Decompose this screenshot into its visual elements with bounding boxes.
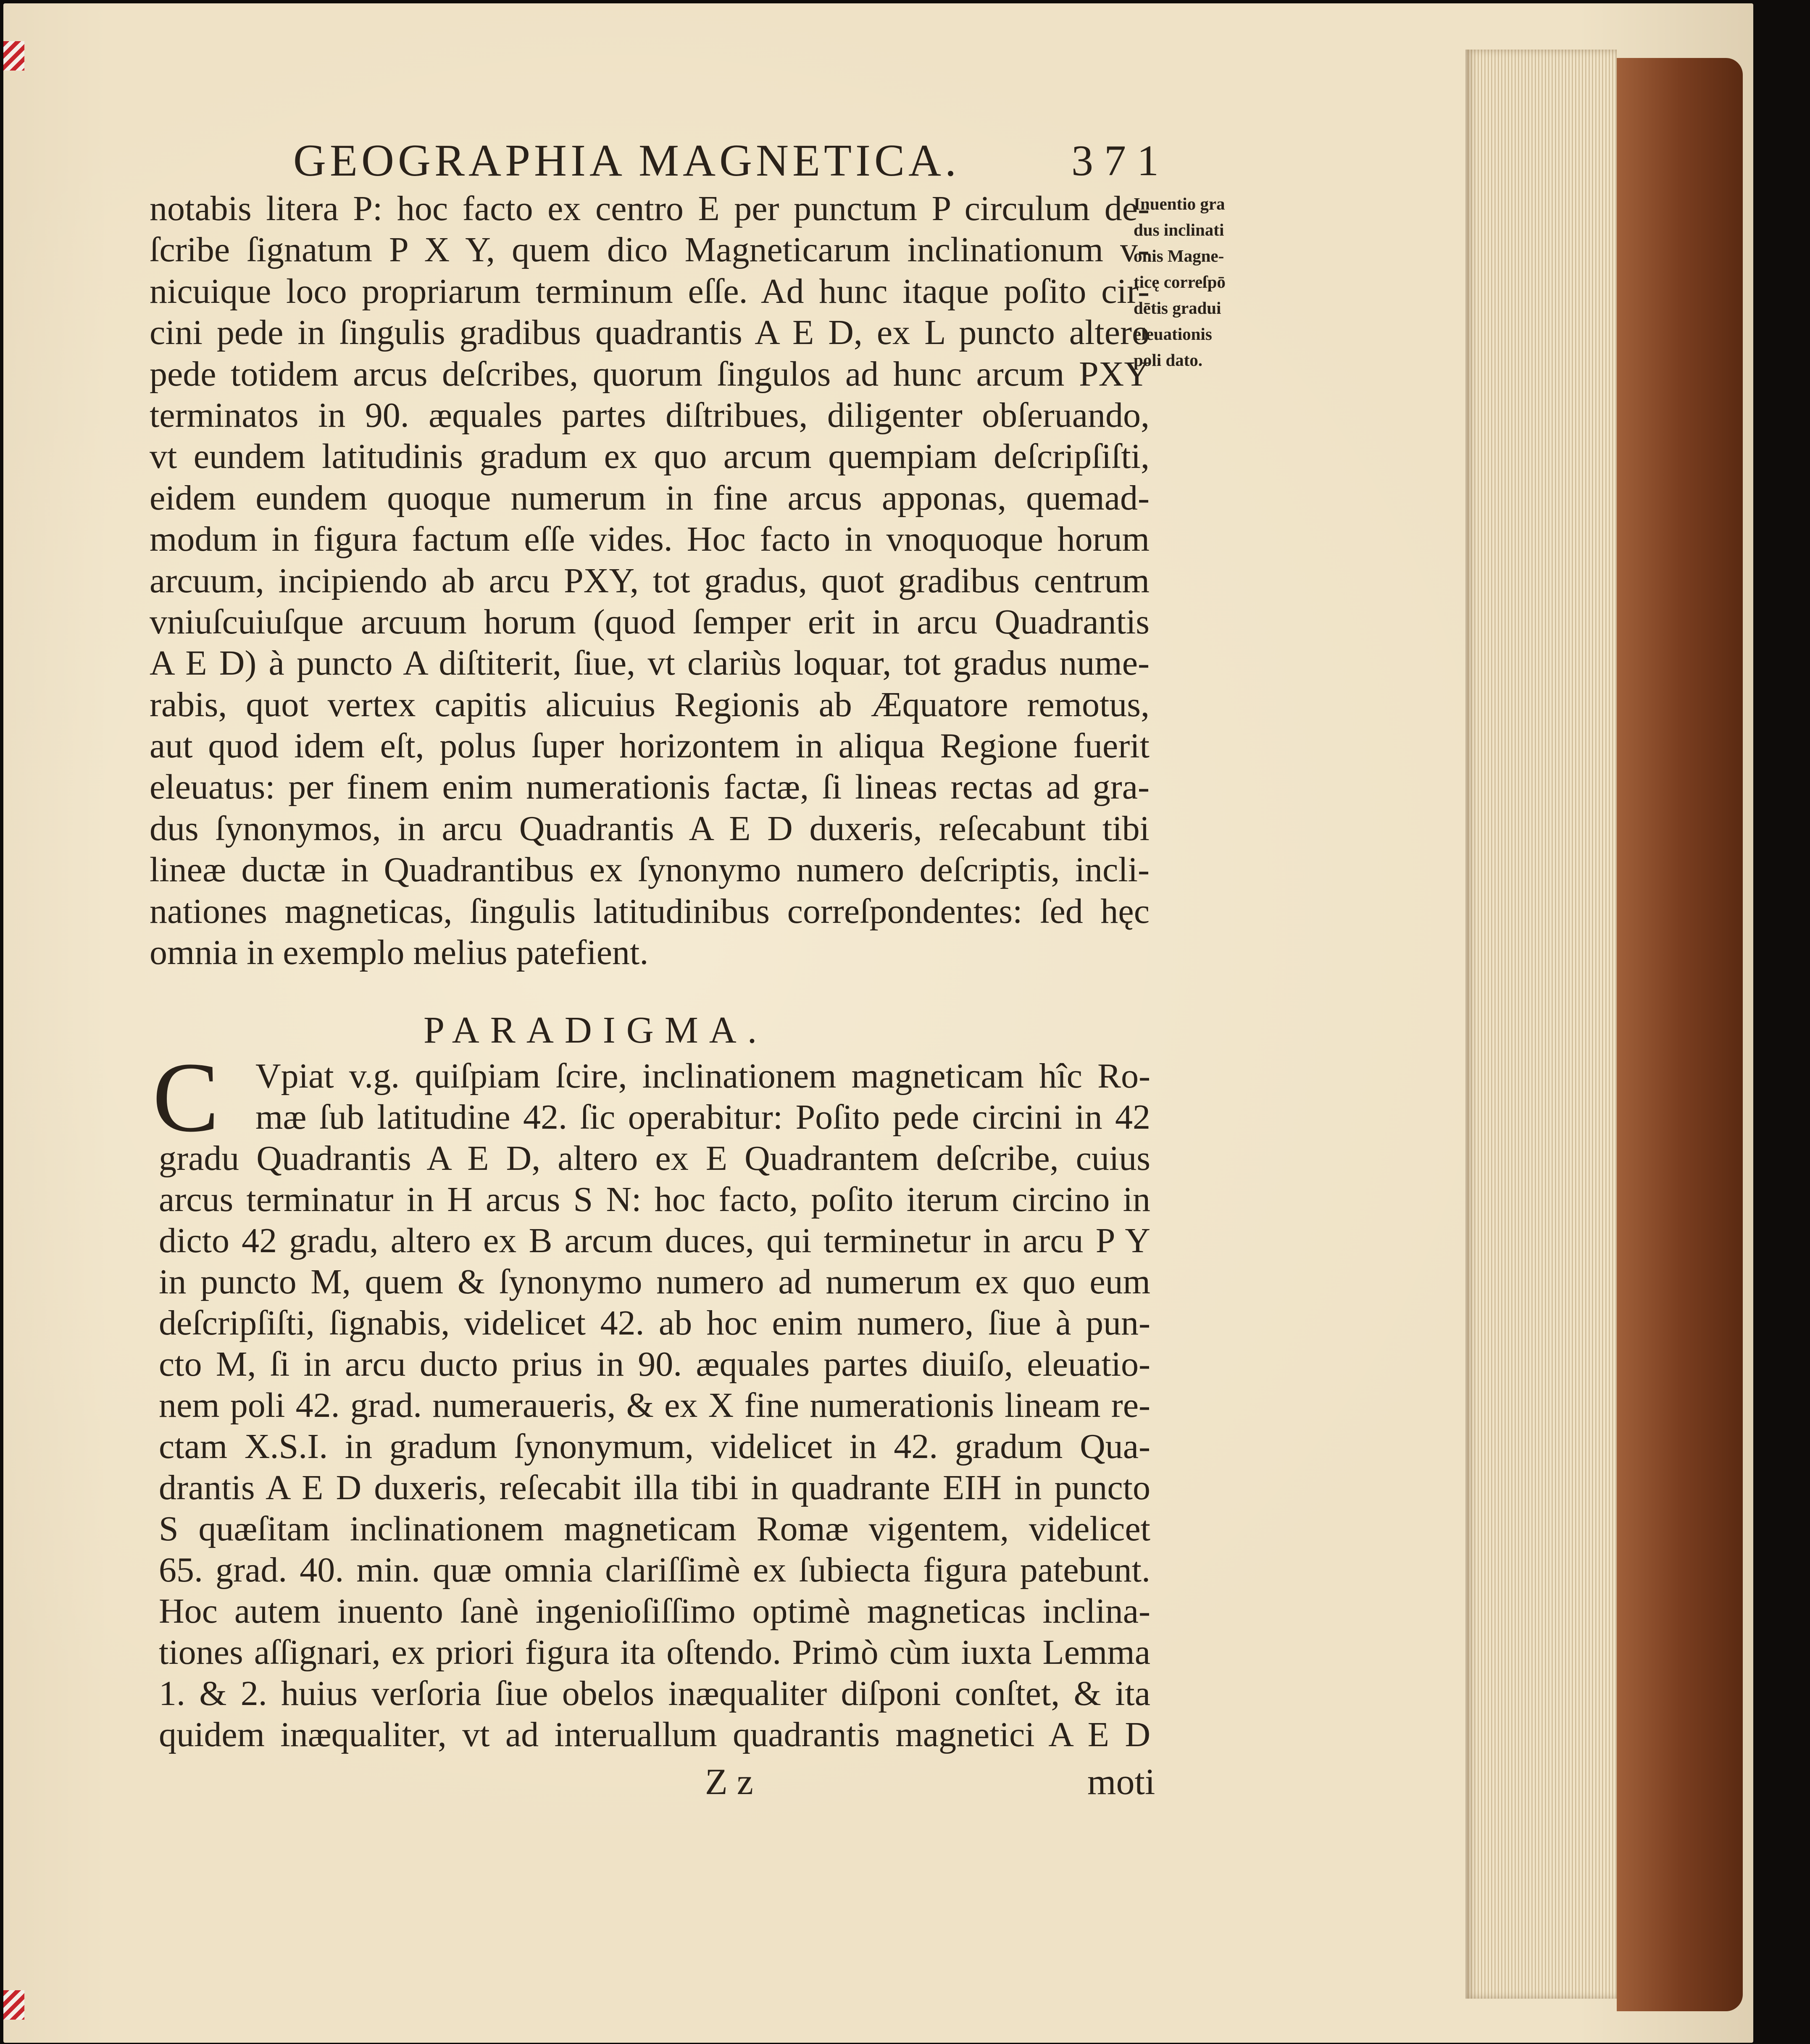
- signature-mark: Z z: [705, 1762, 753, 1802]
- drop-cap: C: [153, 1042, 219, 1153]
- book-page: [3, 3, 1753, 2043]
- text-line: cini pede in ſingulis gradibus quadrantis A E D, ex L puncto altero: [150, 313, 1150, 352]
- text-line: cto M, ſi in arcu ducto prius in 90. æquales partes diuiſo, eleuatio-: [159, 1345, 1150, 1384]
- body-text: [150, 188, 1150, 973]
- text-line: rabis, quot vertex capitis alicuius Regionis ab Æquatore remotus,: [150, 685, 1150, 724]
- text-line: eidem eundem quoque numerum in fine arcus apponas, quemad-: [150, 478, 1150, 518]
- text-line: vniuſcuiuſque arcuum horum (quod ſemper erit in arcu Quadrantis: [150, 602, 1150, 641]
- text-line: ſcribe ſignatum P X Y, quem dico Magneticarum inclinationum v-: [150, 230, 1150, 270]
- text-line: A E D) à puncto A diſtiterit, ſiue, vt clariùs loquar, tot gradus nume-: [150, 644, 1150, 683]
- section-heading: PARADIGMA.: [424, 1009, 768, 1051]
- text-line: Hoc autem inuento ſanè ingenioſiſſimo optimè magneticas inclina-: [159, 1592, 1150, 1631]
- binding-tab: [3, 1990, 24, 2020]
- text-line: aut quod idem eſt, polus ſuper horizontem in aliqua Regione fuerit: [150, 726, 1150, 766]
- margin-note-line: dus inclinati: [1134, 220, 1224, 239]
- text-line: mæ ſub latitudine 42. ſic operabitur: Poſito pede circini in 42: [255, 1098, 1150, 1137]
- text-line: 65. grad. 40. min. quæ omnia clariſſimè ex ſubiecta figura patebunt.: [159, 1550, 1150, 1589]
- text-line: ctam X.S.I. in gradum ſynonymum, videlicet in 42. gradum Qua-: [159, 1427, 1150, 1466]
- margin-note-line: onis Magne-: [1134, 246, 1224, 265]
- text-line: quidem inæqualiter, vt ad interuallum quadrantis magnetici A E D: [159, 1715, 1150, 1754]
- text-line: dus ſynonymos, in arcu Quadrantis A E D duxeris, reſecabunt tibi: [150, 809, 1150, 848]
- catchword: moti: [1087, 1762, 1155, 1802]
- text-line: terminatos in 90. æquales partes diſtribues, diligenter obſeruando,: [150, 395, 1150, 435]
- text-line: in puncto M, quem & ſynonymo numero ad numerum ex quo eum: [159, 1262, 1150, 1301]
- paradigma-text: [159, 1056, 1150, 1755]
- text-line: lineæ ductæ in Quadrantibus ex ſynonymo numero deſcriptis, incli-: [150, 850, 1150, 890]
- text-line: S quæſitam inclinationem magneticam Romæ vigentem, videlicet: [159, 1509, 1150, 1548]
- text-line: nicuique loco propriarum terminum eſſe. Ad hunc itaque poſito cir-: [150, 271, 1150, 311]
- page-edges: [1465, 50, 1617, 1999]
- running-head: GEOGRAPHIA MAGNETICA.: [293, 136, 960, 186]
- text-line: nationes magneticas, ſingulis latitudinibus correſpondentes: ſed hęc: [150, 891, 1150, 931]
- text-line: gradu Quadrantis A E D, altero ex E Quadrantem deſcribe, cuius: [159, 1139, 1150, 1178]
- margin-note: [1134, 191, 1293, 373]
- text-line: modum in figura factum eſſe vides. Hoc facto in vnoquoque horum: [150, 520, 1150, 559]
- text-line: vt eundem latitudinis gradum ex quo arcum quempiam deſcripſiſti,: [150, 437, 1150, 476]
- text-line: Vpiat v.g. quiſpiam ſcire, inclinationem magneticam hîc Ro-: [255, 1056, 1150, 1096]
- margin-note-line: poli dato.: [1134, 350, 1203, 370]
- text-line: eleuatus: per finem enim numerationis factæ, ſi lineas rectas ad gra-: [150, 767, 1150, 807]
- text-line: arcuum, incipiendo ab arcu PXY, tot gradus, quot gradibus centrum: [150, 561, 1150, 600]
- leather-cover: [1617, 58, 1743, 2011]
- text-line: deſcripſiſti, ſignabis, videlicet 42. ab hoc enim numero, ſiue à pun-: [159, 1303, 1150, 1343]
- text-line: tiones aſſignari, ex priori figura ita oſtendo. Primò cùm iuxta Lemma: [159, 1633, 1150, 1672]
- binding-tab: [3, 41, 24, 71]
- margin-note-line: ticę correſpō: [1134, 272, 1226, 292]
- text-line: notabis litera P: hoc facto ex centro E per punctum P circulum de-: [150, 189, 1150, 228]
- text-line: dicto 42 gradu, altero ex B arcum duces, qui terminetur in arcu P Y: [159, 1221, 1150, 1260]
- text-line: 1. & 2. huius verſoria ſiue obelos inæqualiter diſponi conſtet, & ita: [159, 1674, 1150, 1713]
- text-line: arcus terminatur in H arcus S N: hoc facto, poſito iterum circino in: [159, 1180, 1150, 1219]
- text-line: nem poli 42. grad. numeraueris, & ex X fine numerationis lineam re-: [159, 1386, 1150, 1425]
- text-line: omnia in exemplo melius patefient.: [150, 933, 649, 972]
- text-line: drantis A E D duxeris, reſecabit illa tibi in quadrante EIH in puncto: [159, 1468, 1150, 1507]
- margin-note-line: dētis gradui: [1134, 298, 1221, 318]
- page-number: 3 7 1: [1071, 137, 1159, 185]
- margin-note-line: Inuentio gra: [1134, 194, 1225, 213]
- text-line: pede totidem arcus deſcribes, quorum ſingulos ad hunc arcum PXY: [150, 354, 1150, 394]
- margin-note-line: eleuationis: [1134, 324, 1212, 344]
